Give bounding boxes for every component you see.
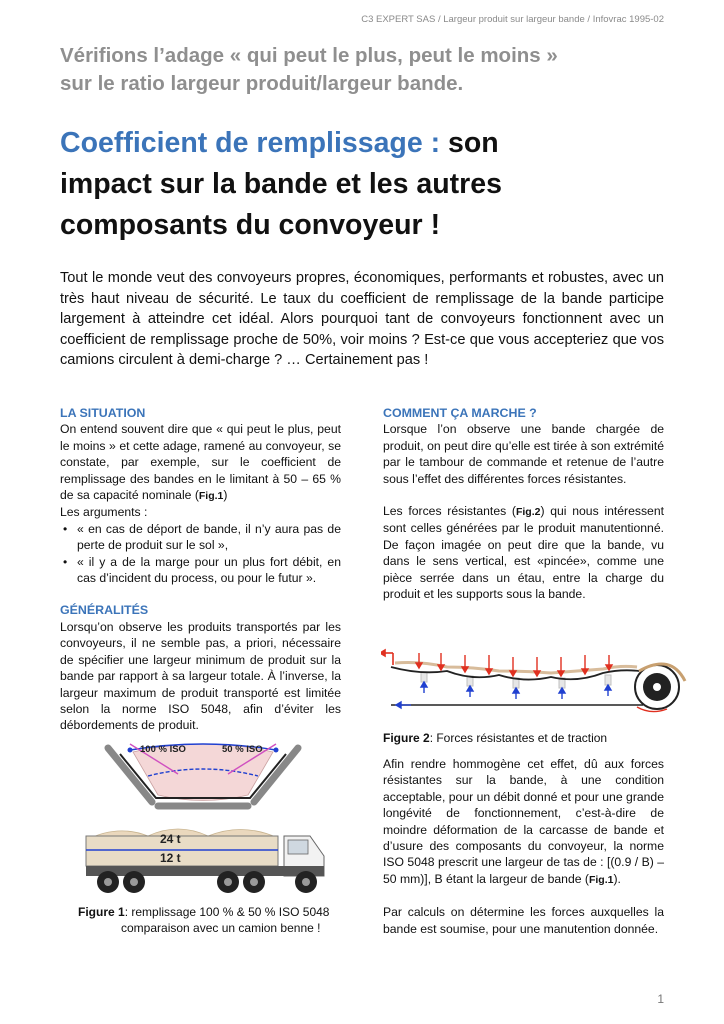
title-highlight: Coefficient de remplissage : — [60, 127, 441, 159]
situation-text-end: ) — [223, 488, 228, 503]
caption-label: Figure 1 — [78, 905, 125, 919]
title-line-2: impact sur la bande et les autres — [60, 168, 502, 200]
iso-paragraph — [383, 756, 664, 888]
label-12t: 12 t — [160, 851, 181, 865]
list-item — [60, 554, 341, 587]
caption-text-line-2: comparaison avec un camion benne ! — [121, 921, 321, 935]
fig-ref: Fig.1 — [198, 490, 224, 503]
load-arrows — [416, 653, 612, 676]
section-heading-situation: LA SITUATION — [60, 406, 146, 420]
section-heading-generalites: GÉNÉRALITÉS — [60, 603, 149, 618]
title-line-1-rest: son — [440, 127, 499, 159]
iso-text-end: ). — [613, 871, 621, 886]
list-item-text: « il y a de la marge pour un plus fort débit, en cas d’incident du process, ou pour le futur ». — [77, 554, 341, 586]
figure-1-caption — [78, 904, 338, 936]
page-title — [60, 123, 680, 246]
label-50-iso: 50 % ISO — [222, 744, 263, 755]
figure-1-illustration — [78, 740, 328, 898]
truck-illustration — [86, 829, 324, 893]
comment-paragraph: Lorsque l’on observe une bande chargée de produit, on peut dire qu’elle est tirée à son extrémité par le tambour de commande et retenue de l’autre sous l’effet des différentes forces résistantes. — [383, 422, 664, 486]
right-column-lower — [383, 756, 664, 937]
caption-label: Figure 2 — [383, 731, 430, 745]
list-item — [60, 521, 341, 554]
bullet-icon: • — [63, 521, 68, 536]
situation-text: On entend souvent dire que « qui peut le plus, peut le moins » et cette adage, ramené au convoyeur, se constate, par exemple, sur le coefficient de remplissage des bandes en le limitant à 50 – 65 % de sa capacité nominale ( — [60, 422, 341, 503]
subtitle-line-1: Vérifions l’adage « qui peut le plus, peut le moins » — [60, 44, 558, 67]
arguments-label: Les arguments : — [60, 505, 148, 520]
forces-paragraph — [383, 503, 664, 602]
running-header: C3 EXPERT SAS / Largeur produit sur largeur bande / Infovrac 1995-02 — [361, 14, 664, 25]
label-100-iso: 100 % ISO — [140, 744, 186, 755]
title-line-3: composants du convoyeur ! — [60, 209, 441, 241]
forces-text: Les forces résistantes ( — [383, 504, 516, 519]
fig-ref: Fig.2 — [515, 506, 541, 519]
list-item-text: « en cas de déport de bande, il n’y aura pas de perte de produit sur le sol », — [77, 521, 341, 553]
section-heading-comment: COMMENT ÇA MARCHE ? — [383, 406, 537, 420]
subtitle — [60, 42, 670, 98]
label-24t: 24 t — [160, 832, 181, 846]
iso-text: Afin rendre hommogène cet effet, dû aux forces résistantes sur la bande, à une condition acceptable, pour un débit donné et pour une grande longévité de fonctionnement, c’est-à-dire de moindre déformation de la carcasse de bande et d’usure des composants du convoyeur, la norme ISO 5048 prescrit une largeur de tas de : [(0.9 / B) – 50 mm)], B étant la largeur de bande ( — [383, 757, 664, 886]
bullet-icon: • — [63, 554, 68, 569]
left-column — [60, 405, 341, 734]
intro-paragraph: Tout le monde veut des convoyeurs propres, économiques, performants et robustes, avec un très haut niveau de sécurité. Le taux du coefficient de remplissage de la bande participe largement à atteindre cet idéal. Alors pourquoi tant de convoyeurs fonctionnent avec un coefficient de remplissage proche de 50%, voir moins ? Est-ce que vous accepteriez que vos camions circulent à demi-charge ? … Certainement pas ! — [60, 270, 664, 368]
situation-paragraph — [60, 421, 341, 504]
generalites-paragraph: Lorsqu’on observe les produits transportés par les convoyeurs, il ne semble pas, a priori, nécessaire de spécifier une largeur minimum de produit sur la bande par rapport à sa largeur totale. À l’inverse, la largeur maximum de produit transporté est limitée selon la norme ISO 5048, afin d’éviter les débordements de produit. — [60, 619, 341, 733]
tension-arrow-left — [381, 650, 393, 665]
drive-pulley — [635, 664, 685, 712]
fig-ref: Fig.1 — [588, 873, 614, 886]
forces-text-end: ) qui nous intéressent sont celles générées par le produit manutentionné. De façon imagée on peut dire que la bande, vu dans le sens vertical, est «pincée», comme une pièce serrée dans un étau, entre la charge du produit et les supports sous la bande. — [383, 504, 664, 602]
caption-text: : Forces résistantes et de traction — [429, 731, 608, 745]
page-number: 1 — [657, 992, 664, 1006]
caption-text: : remplissage 100 % & 50 % ISO 5048 — [124, 905, 330, 919]
calculation-paragraph: Par calculs on détermine les forces auxquelles la bande est soumise, pour une manutention donnée. — [383, 905, 664, 936]
figure-2-illustration — [381, 645, 691, 720]
arguments-list — [60, 521, 341, 587]
figure-2-caption — [383, 730, 664, 746]
subtitle-line-2: sur le ratio largeur produit/largeur bande. — [60, 72, 464, 95]
right-column — [383, 405, 664, 602]
